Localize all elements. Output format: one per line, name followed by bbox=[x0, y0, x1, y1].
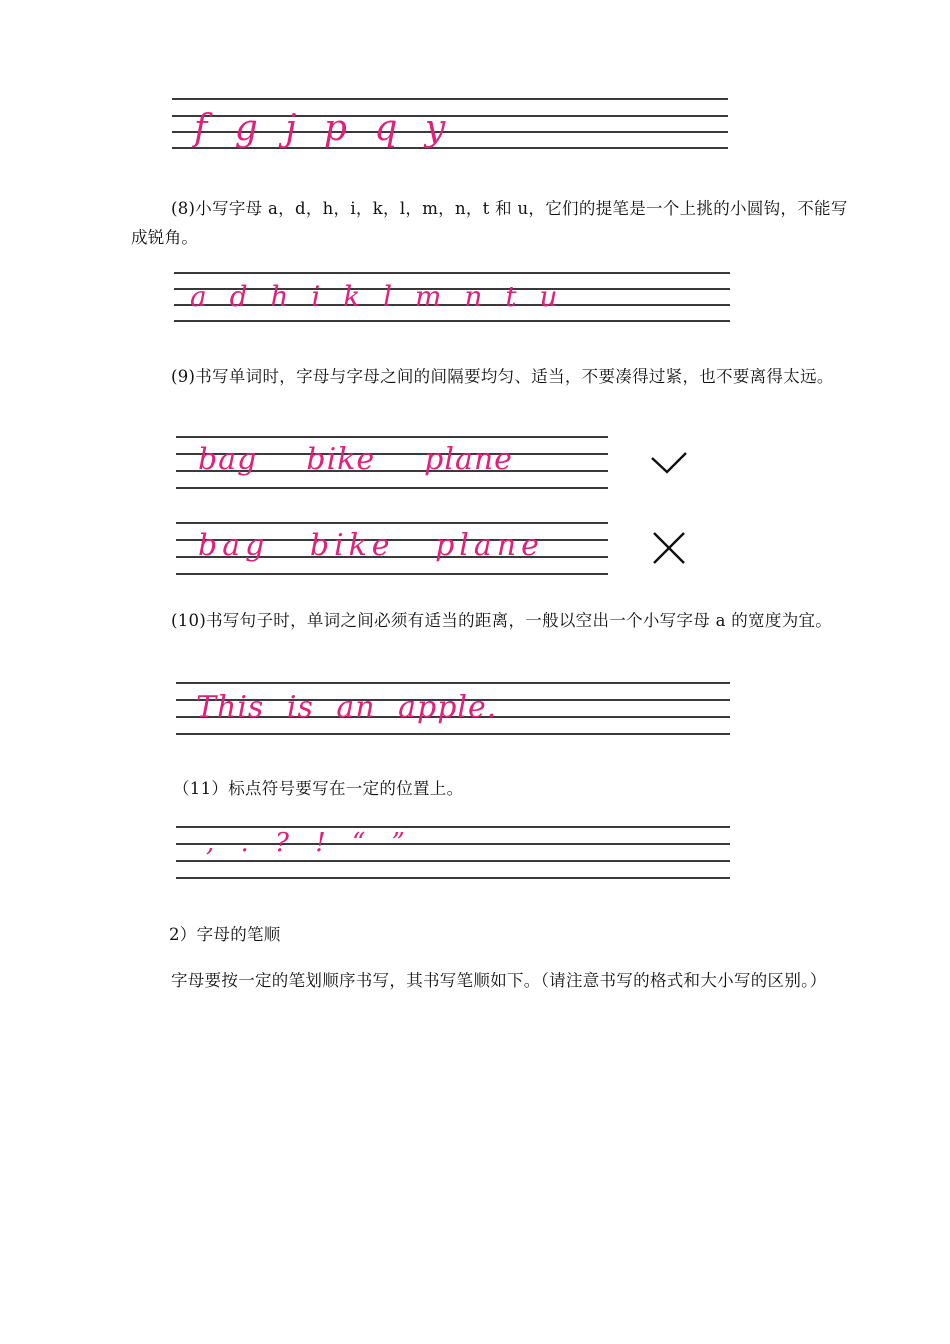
rule-line bbox=[176, 487, 608, 489]
handwriting-sample-sentence bbox=[176, 682, 730, 738]
handwriting-sample-good-spacing bbox=[176, 436, 608, 492]
section-2-heading: 2）字母的笔顺 bbox=[169, 925, 281, 944]
cross-icon bbox=[651, 530, 687, 566]
rule-line bbox=[176, 733, 730, 735]
letters-hook-text: a d h i k l m n t u bbox=[190, 280, 559, 313]
paragraph-10: (10)书写句子时，单词之间必须有适当的距离，一般以空出一个小写字母 a 的宽度为宜。 bbox=[171, 611, 833, 630]
rule-line bbox=[172, 98, 728, 100]
rule-line bbox=[176, 877, 730, 879]
handwriting-sample-bad-spacing bbox=[176, 522, 608, 578]
paragraph-8: (8)小写字母 a，d，h，i，k，l，m，n，t 和 u，它们的提笔是一个上挑的小圆钩，不能写成锐角。 bbox=[131, 199, 848, 247]
words-bad-text: bag bike plane bbox=[198, 528, 544, 563]
section-2-body: 字母要按一定的笔划顺序书写，其书写笔顺如下。（请注意书写的格式和大小写的区别。） bbox=[171, 971, 827, 990]
check-icon bbox=[650, 450, 688, 476]
rule-line bbox=[174, 272, 730, 274]
letters-descender-text: f g j p q y bbox=[194, 108, 447, 149]
sentence-text: This is an apple. bbox=[196, 690, 498, 725]
rule-line bbox=[176, 860, 730, 862]
rule-line bbox=[176, 436, 608, 438]
paragraph-9: (9)书写单词时，字母与字母之间的间隔要均匀、适当，不要凑得过紧，也不要离得太远。 bbox=[171, 367, 834, 386]
words-good-text: bag bike plane bbox=[198, 442, 513, 477]
rule-line bbox=[176, 573, 608, 575]
handwriting-sample-hooks bbox=[174, 272, 730, 328]
handwriting-sample-punctuation bbox=[176, 826, 730, 882]
rule-line bbox=[174, 320, 730, 322]
punctuation-text: , . ? ! “ ” bbox=[206, 828, 407, 858]
handwriting-sample-descenders bbox=[172, 98, 728, 154]
rule-line bbox=[176, 682, 730, 684]
paragraph-11: （11）标点符号要写在一定的位置上。 bbox=[173, 779, 464, 798]
rule-line bbox=[176, 522, 608, 524]
